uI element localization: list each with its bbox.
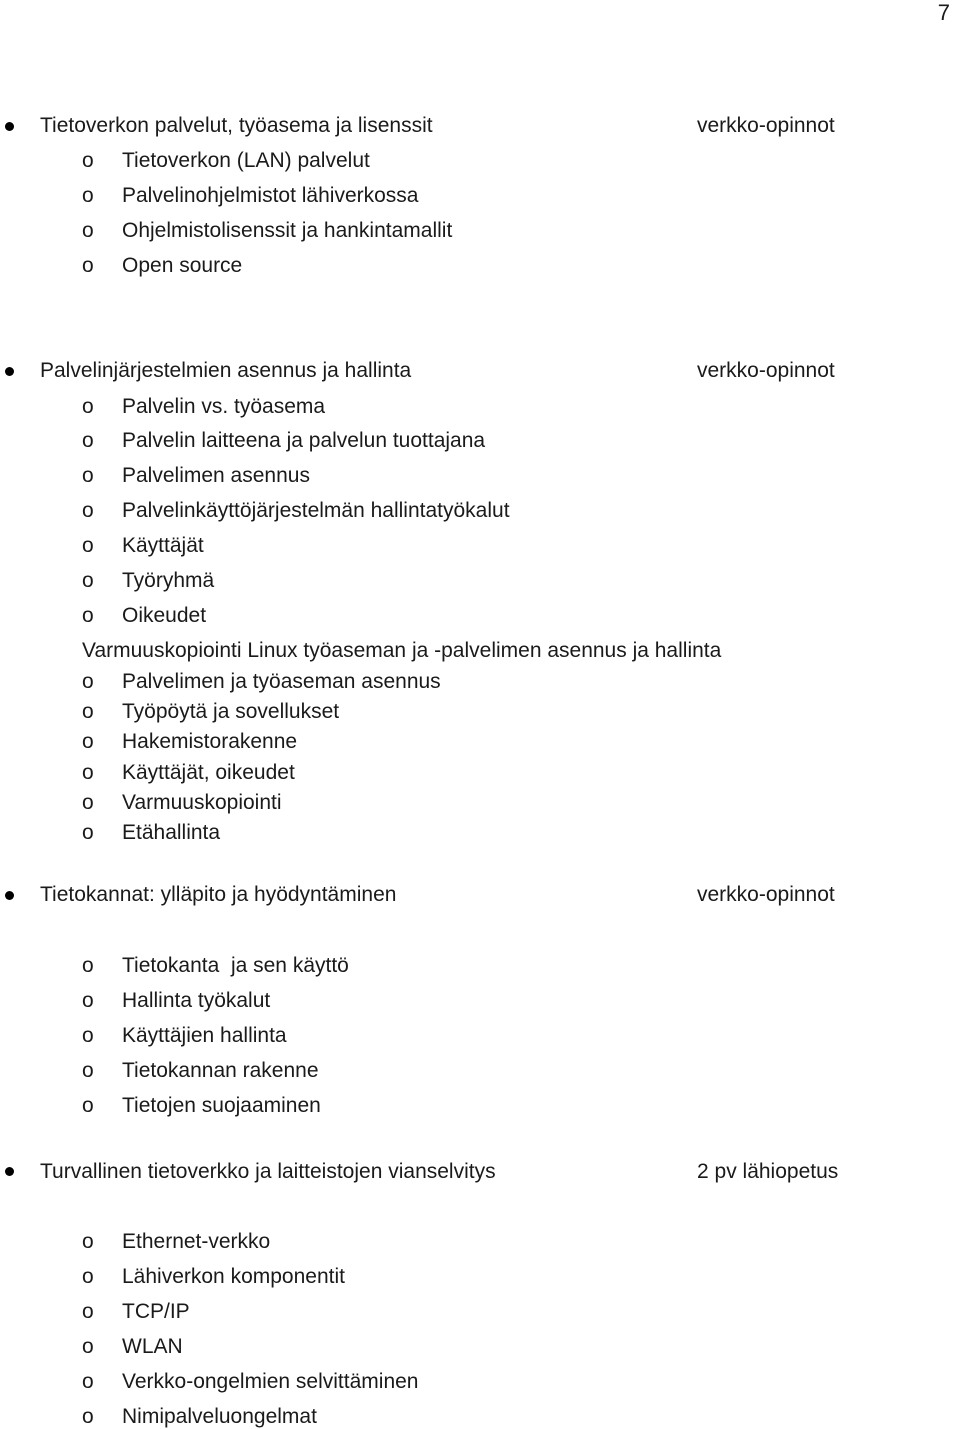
list-item: TCP/IP — [122, 1300, 190, 1323]
list-item: Palvelin vs. työasema — [122, 395, 326, 418]
list-item: Tietokannan rakenne — [122, 1059, 319, 1082]
sub-bullet-icon: o — [82, 1370, 94, 1393]
section-mode: verkko-opinnot — [697, 883, 835, 906]
sub-bullet-icon: o — [82, 1300, 94, 1323]
sub-bullet-icon: o — [82, 254, 94, 277]
sub-bullet-icon: o — [82, 149, 94, 172]
list-item: Työpöytä ja sovellukset — [122, 700, 340, 723]
section-title: Turvallinen tietoverkko ja laitteistojen vianselvitys — [40, 1160, 496, 1183]
page-number: 7 — [937, 0, 950, 25]
sub-bullet-icon: o — [82, 1024, 94, 1047]
list-item: Palvelimen ja työaseman asennus — [122, 670, 441, 693]
sub-bullet-icon: o — [82, 499, 94, 522]
sub-bullet-icon: o — [82, 1335, 94, 1358]
sub-bullet-icon: o — [82, 1405, 94, 1428]
list-item: WLAN — [122, 1335, 183, 1358]
list-item: Hakemistorakenne — [122, 730, 298, 753]
list-item: Varmuuskopiointi — [122, 791, 282, 814]
sub-bullet-icon: o — [82, 1059, 94, 1082]
sub-bullet-icon: o — [82, 219, 94, 242]
sub-bullet-icon: o — [82, 464, 94, 487]
list-item: Nimipalveluongelmat — [122, 1405, 317, 1428]
list-item: Lähiverkon komponentit — [122, 1265, 345, 1288]
list-item: Open source — [122, 254, 243, 277]
section-title: Tietoverkon palvelut, työasema ja lisenssit — [40, 114, 433, 137]
subheading: Varmuuskopiointi Linux työaseman ja -palvelimen asennus ja hallinta — [82, 639, 722, 662]
bullet-icon — [5, 891, 14, 900]
list-item: Työryhmä — [122, 569, 215, 592]
list-item: Palvelin laitteena ja palvelun tuottajana — [122, 429, 486, 452]
sub-bullet-icon: o — [82, 184, 94, 207]
list-item: Käyttäjät, oikeudet — [122, 761, 295, 784]
list-item: Käyttäjät — [122, 534, 204, 557]
list-item: Käyttäjien hallinta — [122, 1024, 287, 1047]
list-item: Tietoverkon (LAN) palvelut — [122, 149, 370, 172]
sub-bullet-icon: o — [82, 534, 94, 557]
list-item: Ethernet-verkko — [122, 1230, 271, 1253]
sub-bullet-icon: o — [82, 761, 94, 784]
list-item: Ohjelmistolisenssit ja hankintamallit — [122, 219, 453, 242]
section-title: Palvelinjärjestelmien asennus ja hallinta — [40, 359, 412, 382]
sub-bullet-icon: o — [82, 1265, 94, 1288]
list-item: Palvelinohjelmistot lähiverkossa — [122, 184, 419, 207]
section-title: Tietokannat: ylläpito ja hyödyntäminen — [40, 883, 397, 906]
sub-bullet-icon: o — [82, 1094, 94, 1117]
sub-bullet-icon: o — [82, 429, 94, 452]
section-mode: verkko-opinnot — [697, 359, 835, 382]
list-item: Hallinta työkalut — [122, 989, 271, 1012]
list-item: Etähallinta — [122, 821, 221, 844]
bullet-icon — [5, 122, 14, 131]
sub-bullet-icon: o — [82, 954, 94, 977]
sub-bullet-icon: o — [82, 569, 94, 592]
list-item: Verkko-ongelmien selvittäminen — [122, 1370, 419, 1393]
sub-bullet-icon: o — [82, 791, 94, 814]
list-item: Palvelinkäyttöjärjestelmän hallintatyökalut — [122, 499, 510, 522]
section-mode: verkko-opinnot — [697, 114, 835, 137]
sub-bullet-icon: o — [82, 604, 94, 627]
bullet-icon — [5, 367, 14, 376]
bullet-icon — [5, 1167, 14, 1176]
list-item: Tietojen suojaaminen — [122, 1094, 321, 1117]
sub-bullet-icon: o — [82, 821, 94, 844]
sub-bullet-icon: o — [82, 989, 94, 1012]
section-mode: 2 pv lähiopetus — [697, 1160, 839, 1183]
sub-bullet-icon: o — [82, 1230, 94, 1253]
sub-bullet-icon: o — [82, 730, 94, 753]
sub-bullet-icon: o — [82, 700, 94, 723]
list-item: Tietokanta ja sen käyttö — [122, 954, 349, 977]
list-item: Palvelimen asennus — [122, 464, 310, 487]
list-item: Oikeudet — [122, 604, 207, 627]
sub-bullet-icon: o — [82, 395, 94, 418]
sub-bullet-icon: o — [82, 670, 94, 693]
